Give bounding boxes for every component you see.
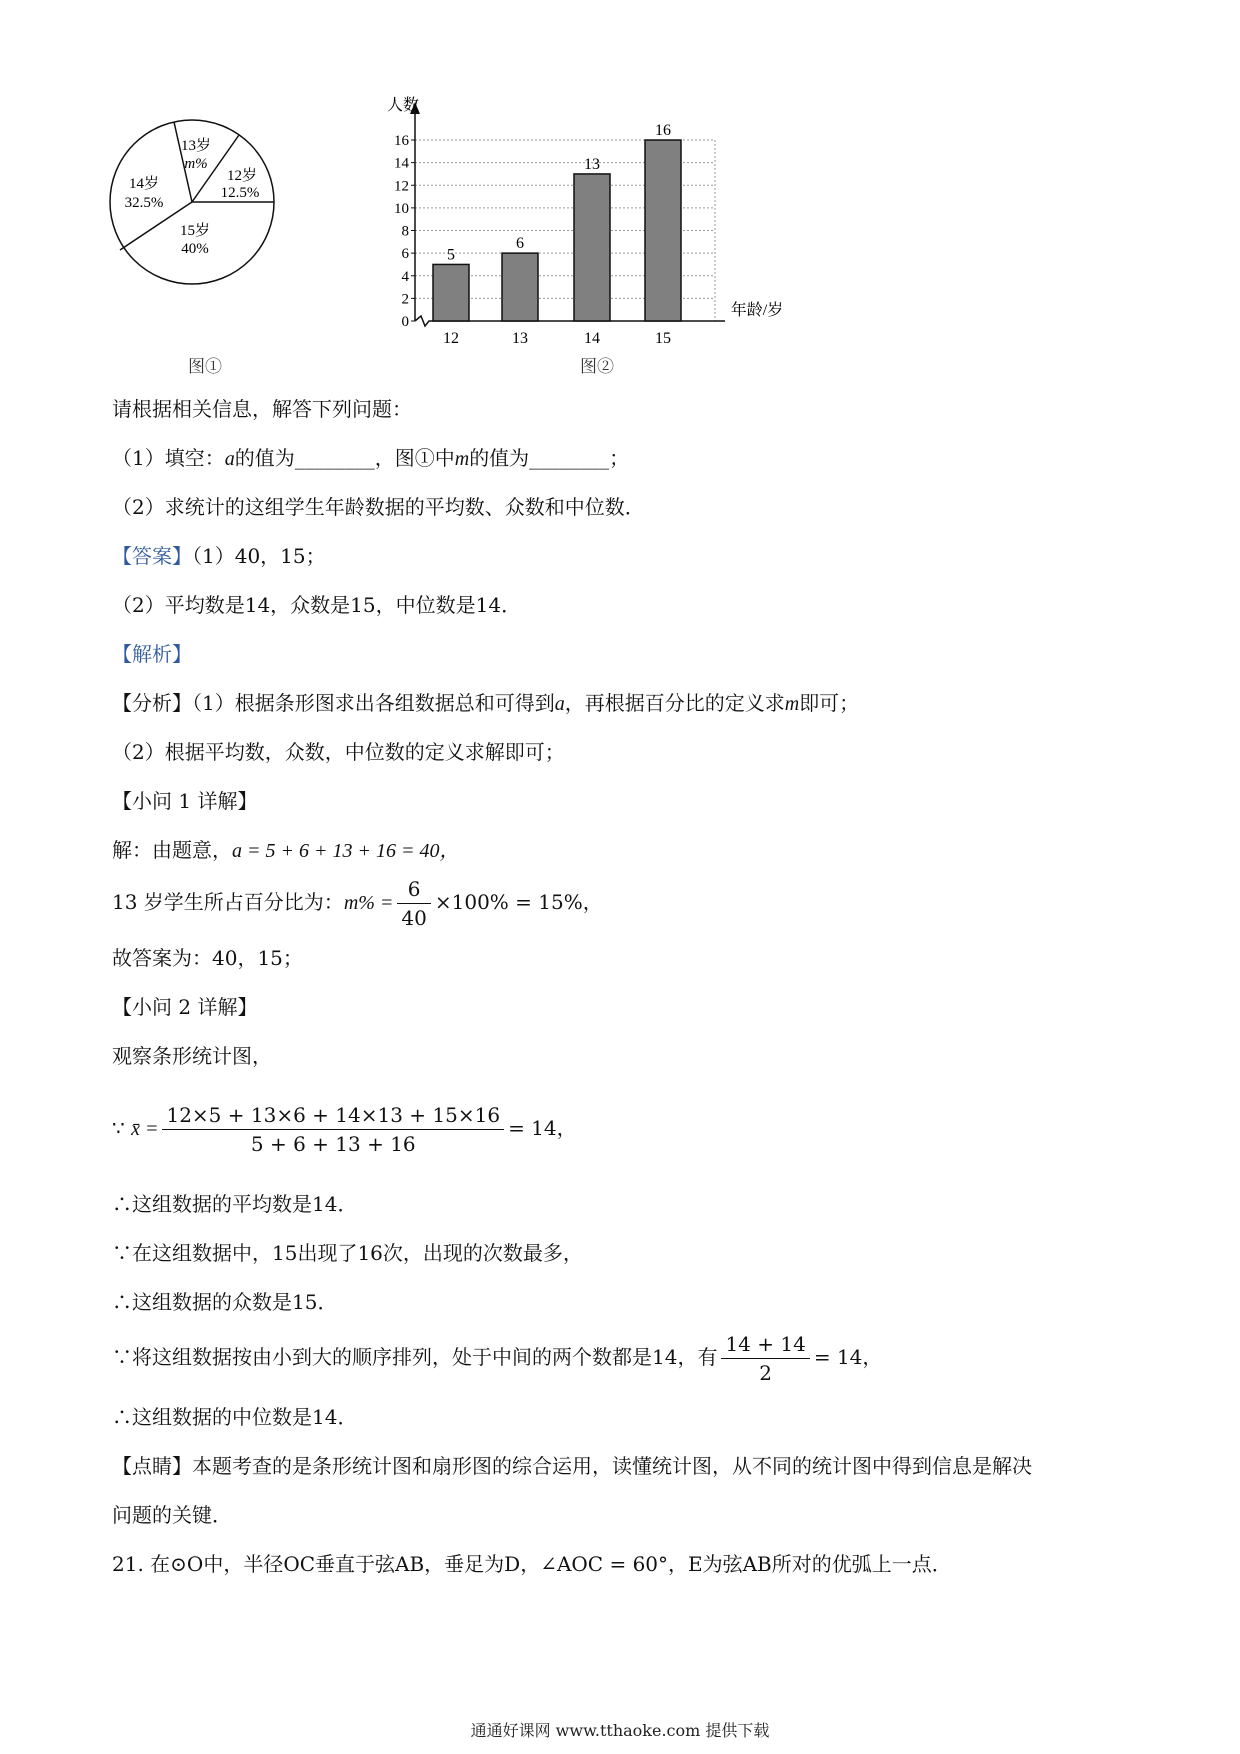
pie-value-15: 40% (181, 241, 209, 257)
bar (502, 253, 538, 321)
median-conclusion: ∴这组数据的中位数是14． (112, 1405, 358, 1429)
percent-fraction: $\frac{6}{40}$ (397, 875, 430, 932)
y-tick-label: 2 (401, 291, 409, 308)
mode-reason: ∵在这组数据中，15出现了16次，出现的次数最多， (112, 1241, 583, 1265)
intro-text: 请根据相关信息，解答下列问题： (112, 397, 412, 421)
x-tick-label: 13 (512, 330, 528, 347)
pie-label-13: 13岁 (180, 138, 212, 154)
pie-chart (100, 110, 290, 300)
y-tick-label: 8 (401, 223, 409, 240)
bar-value-label: 16 (655, 122, 671, 139)
subquestion-2-heading: 【小问 2 详解】 (112, 995, 258, 1019)
mean-conclusion: ∴这组数据的平均数是14． (112, 1192, 358, 1216)
x-axis-label: 年龄/岁 (730, 302, 784, 319)
dianjing-line-1: 【点睛】本题考查的是条形统计图和扇形图的综合运用，读懂统计图，从不同的统计图中得到信息是解决 (112, 1454, 1032, 1478)
bar-value-label: 13 (584, 155, 600, 173)
pie-label-14: 14岁 (128, 176, 160, 192)
answer-line-1: 【答案】（1）40，15； (112, 544, 326, 568)
footer-text: 通通好课网 www.tthaoke.com 提供下载 (470, 1721, 770, 1740)
question-1: （1）填空：a的值为________，图①中m的值为________； (112, 446, 630, 470)
y-tick-label: 4 (401, 268, 409, 285)
analysis-tag: 【解析】 (112, 642, 192, 666)
bar-value-label: 6 (516, 235, 524, 253)
y-axis-label: 人数 (386, 97, 420, 114)
y-tick-label: 14 (394, 155, 409, 172)
fenxi-line-2: （2）根据平均数，众数，中位数的定义求解即可； (112, 740, 565, 764)
pie-label-12: 12岁 (226, 168, 258, 184)
observe-text: 观察条形统计图， (112, 1044, 272, 1068)
median-fraction: $\frac{14 + 14}{2}$ (721, 1330, 809, 1387)
bar-chart (386, 97, 895, 353)
bar (433, 264, 469, 321)
y-tick-label: 0 (401, 314, 409, 330)
x-tick-label: 12 (443, 330, 459, 347)
median-reason: ∵将这组数据按由小到大的顺序排列，处于中间的两个数都是14，有 $\frac{14 + 14}{2}$ = 14， (112, 1332, 883, 1385)
y-tick-label: 16 (394, 133, 409, 149)
y-tick-label: 12 (394, 178, 409, 195)
answer-tag: 【答案】 (112, 544, 192, 568)
subquestion-1-heading: 【小问 1 详解】 (112, 789, 258, 813)
pie-value-12: 12.5% (220, 185, 260, 201)
answer-recap: 故答案为：40，15； (112, 946, 303, 970)
y-tick-label: 10 (394, 200, 409, 217)
question-2: （2）求统计的这组学生年龄数据的平均数、众数和中位数． (112, 495, 645, 519)
bar-value-label: 5 (447, 246, 455, 264)
fenxi-line-1: 【分析】（1）根据条形图求出各组数据总和可得到a，再根据百分比的定义求m即可； (112, 691, 860, 715)
percent-formula: 13 岁学生所占百分比为：m% = $\frac{6}{40}$ ×100% = 15%， (112, 877, 603, 930)
bar (574, 174, 610, 321)
x-tick-label: 15 (655, 330, 671, 347)
pie-value-13: m% (184, 156, 208, 172)
pie-value-14: 32.5% (124, 195, 164, 211)
pie-caption: 图① (188, 357, 222, 377)
mode-conclusion: ∴这组数据的众数是15． (112, 1290, 338, 1314)
dianjing-line-2: 问题的关键． (112, 1503, 232, 1527)
bar (645, 140, 681, 321)
pie-label-15: 15岁 (179, 223, 211, 239)
y-tick-label: 6 (401, 246, 409, 263)
question-21: 21. 在⊙O中，半径OC垂直于弦AB，垂足为D，∠AOC = 60°，E为弦AB所对的优弧上一点． (112, 1552, 952, 1576)
solution-a: 解：由题意，a = 5 + 6 + 13 + 16 = 40， (112, 838, 460, 862)
mean-fraction: $\frac{12\times 5 + 13\times 6 + 14\times 13 + 15\times 16}{5 + 6 + 13 + 16}$ (162, 1101, 504, 1158)
x-tick-label: 14 (584, 330, 600, 347)
mean-formula: ∵ x̄ = $\frac{12\times 5 + 13\times 6 + 14\times 13 + 15\times 16}{5 + 6 + 13 + 16}$ = 14， (112, 1103, 577, 1156)
answer-line-2: （2）平均数是14，众数是15，中位数是14． (112, 593, 522, 617)
bar-caption: 图② (580, 357, 614, 377)
